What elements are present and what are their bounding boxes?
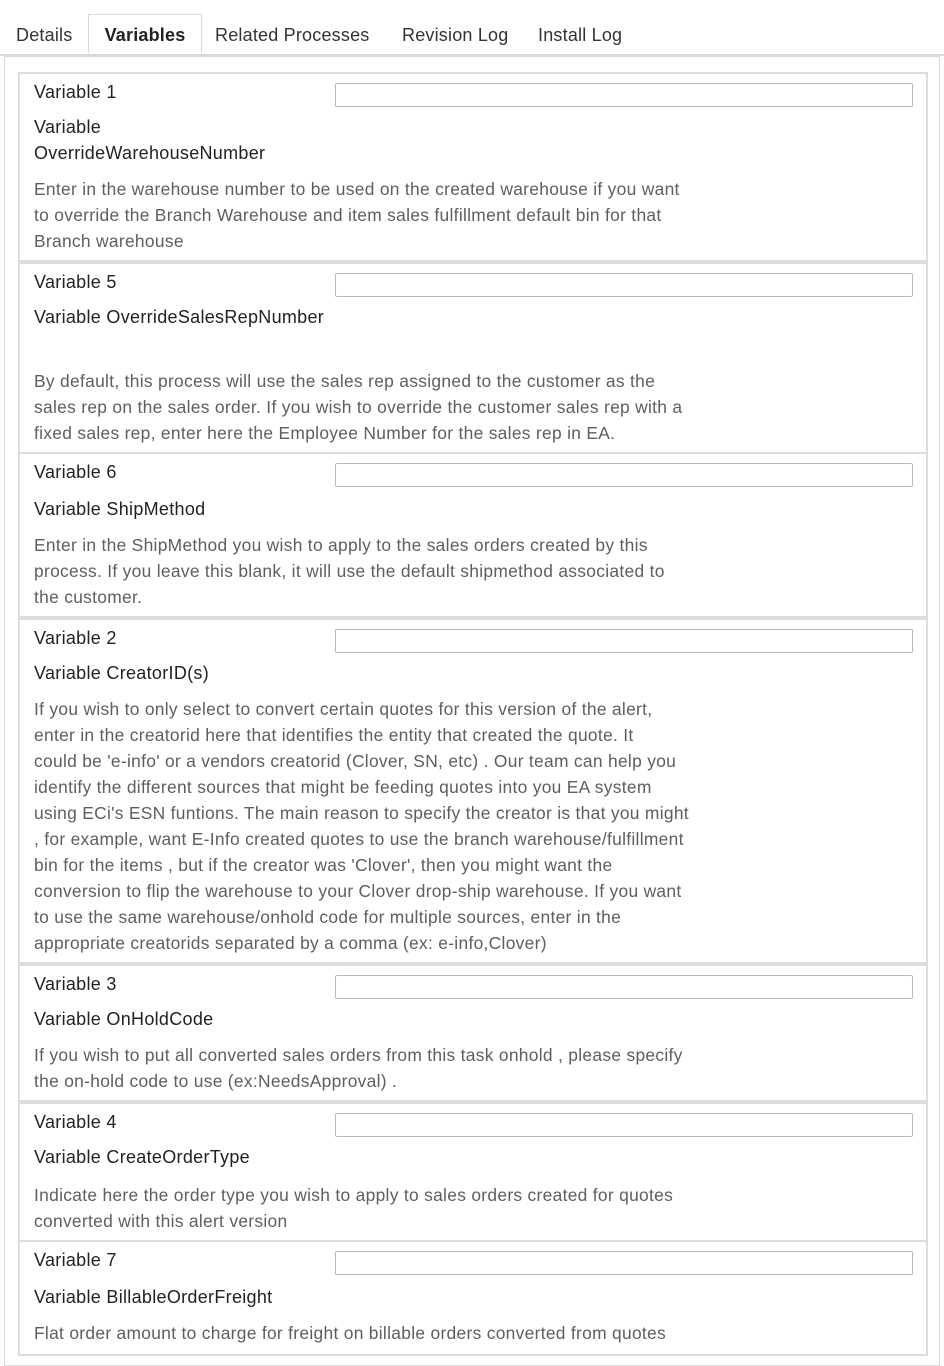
variable-7-input[interactable] xyxy=(335,1251,913,1275)
variable-title: Variable 6 xyxy=(34,462,117,482)
variable-6-input[interactable] xyxy=(335,463,913,487)
variable-title: Variable 7 xyxy=(34,1250,117,1270)
variable-title: Variable 2 xyxy=(34,628,117,648)
tab-related-processes[interactable]: Related Processes xyxy=(215,25,370,45)
variable-description: If you wish to put all converted sales orders from this task onhold , please specify the on-hold code to use (ex:NeedsApproval) . xyxy=(34,1045,683,1091)
variable-description: Enter in the warehouse number to be used on the created warehouse if you want to override the Branch Warehouse and item sales fulfillment default bin for that Branch warehouse xyxy=(34,179,680,251)
variable-name: Variable OnHoldCode xyxy=(34,1009,214,1029)
variable-title: Variable 1 xyxy=(34,82,117,102)
variable-block-2 xyxy=(18,618,928,964)
variable-name: Variable CreatorID(s) xyxy=(34,663,210,683)
variable-title: Variable 5 xyxy=(34,272,117,292)
variable-name: Variable OverrideWarehouseNumber xyxy=(34,117,266,163)
variable-name: Variable OverrideSalesRepNumber xyxy=(34,307,325,327)
variable-name: Variable ShipMethod xyxy=(34,499,206,519)
variable-block-6 xyxy=(18,452,928,618)
variable-title: Variable 3 xyxy=(34,974,117,994)
variable-3-input[interactable] xyxy=(335,975,913,999)
variable-block-7 xyxy=(18,1240,928,1356)
variable-title: Variable 4 xyxy=(34,1112,117,1132)
variable-description: Flat order amount to charge for freight on billable orders converted from quotes xyxy=(34,1323,667,1343)
variable-4-input[interactable] xyxy=(335,1113,913,1137)
variable-description: By default, this process will use the sales rep assigned to the customer as the sales rep on the sales order. If you wish to override the customer sales rep with a fixed sales rep, enter here the Employee Number for the sales rep in EA. xyxy=(34,371,683,443)
variable-name: Variable BillableOrderFreight xyxy=(34,1287,273,1307)
variable-description: If you wish to only select to convert certain quotes for this version of the alert, enter in the creatorid here that identifies the entity that created the quote. It could be 'e-info' or a vendors creatorid (Clover, SN, etc) . Our team can help you identify the different sources that might be feeding quotes into you EA system using ECi's ESN funtions. The main reason to specify the creator is that you might , for example, want E-Info created quotes to use the branch warehouse/fulfillment bin for the items , but if the creator was 'Clover', then you might want the conversion to flip the warehouse to your Clover drop-ship warehouse. If you want to use the same warehouse/onhold code for multiple sources, enter in the appropriate creatorids separated by a comma (ex: e-info,Clover) xyxy=(34,699,689,953)
variable-name: Variable CreateOrderType xyxy=(34,1147,250,1167)
tab-install-log[interactable]: Install Log xyxy=(538,25,623,45)
variable-1-input[interactable] xyxy=(335,83,913,107)
tab-revision-log[interactable]: Revision Log xyxy=(402,25,509,45)
variable-2-input[interactable] xyxy=(335,629,913,653)
variable-block-1 xyxy=(18,72,928,262)
variable-description: Enter in the ShipMethod you wish to apply to the sales orders created by this process. If you leave this blank, it will use the default shipmethod associated to the customer. xyxy=(34,535,665,607)
variable-block-3 xyxy=(18,964,928,1102)
variable-description: Indicate here the order type you wish to apply to sales orders created for quotes converted with this alert version xyxy=(34,1185,674,1231)
tab-details[interactable]: Details xyxy=(16,25,73,45)
variable-5-input[interactable] xyxy=(335,273,913,297)
variable-block-5 xyxy=(18,262,928,454)
tab-bar xyxy=(0,14,944,56)
variable-block-4 xyxy=(18,1102,928,1242)
tab-variables[interactable]: Variables xyxy=(88,14,202,54)
